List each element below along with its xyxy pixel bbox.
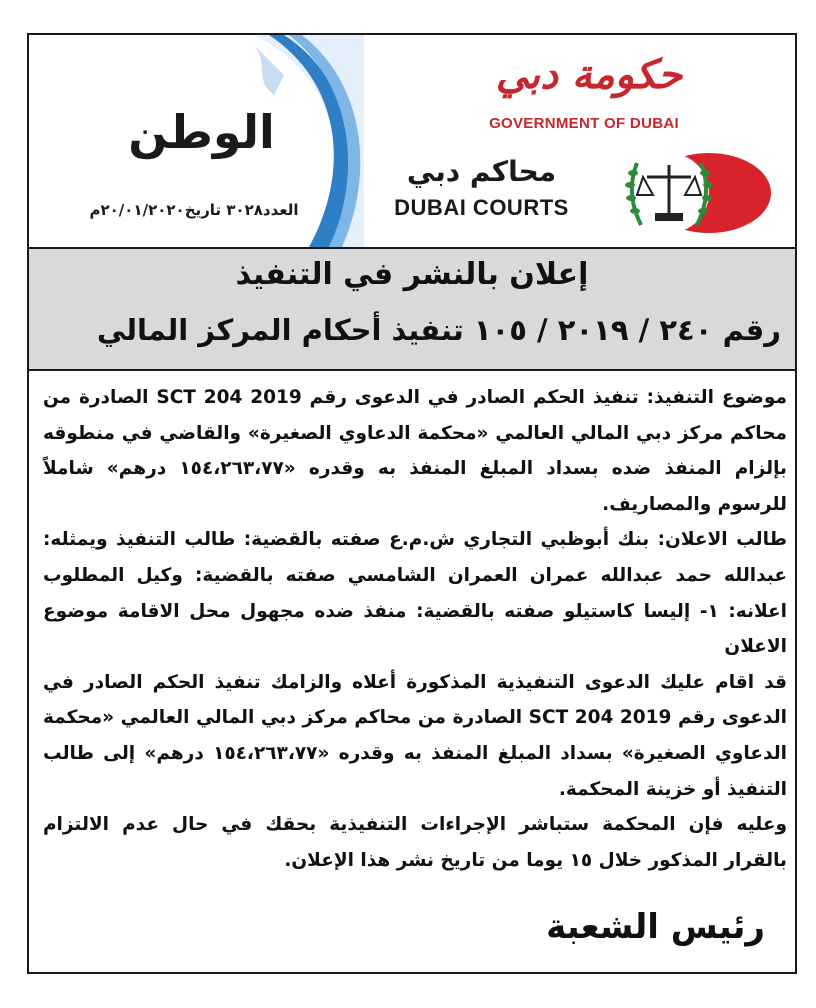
title-band — [29, 247, 795, 371]
newspaper-name: الوطن — [128, 105, 275, 159]
courts-name-arabic: محاكم دبي — [406, 155, 557, 188]
header — [29, 35, 795, 247]
announcement-body — [43, 380, 787, 878]
body-paragraph: طالب الاعلان: بنك أبوظبي التجاري ش.م.ع صفته بالقضية: طالب التنفيذ ويمثله: عبدالله حمد عبدالله عمران العمران الشامسي صفته بالقضية: وكيل المطلوب اعلانه: ١- إليسا كاستيلو صفته بالقضية: منفذ ضده مجهول محل الاقامة موضوع الاعلان — [43, 529, 787, 658]
announcement-title: إعلان بالنشر في التنفيذ — [235, 257, 589, 292]
body-paragraph: قد اقام عليك الدعوى التنفيذية المذكورة أعلاه والزامك تنفيذ الحكم الصادر في الدعوى رقم SCT 204 2019 الصادرة من محاكم مركز دبي المالي العالمي «محكمة الدعاوي الصغيرة» بسداد المبلغ المنفذ به وقدره «١٥٤،٢٦٣،٧٧ درهم» إلى طالب التنفيذ أو خزينة المحكمة. — [43, 671, 787, 800]
case-number-title: رقم ٢٤٠ / ٢٠١٩ / ١٠٥ تنفيذ أحكام المركز المالي — [96, 313, 781, 347]
courts-name-english: DUBAI COURTS — [394, 195, 569, 220]
signature: رئيس الشعبة — [546, 907, 765, 947]
issue-line: العدد٣٠٢٨ تاريخ٢٠/٠١/٢٠٢٠م — [89, 201, 299, 219]
government-logo-arabic: حكومة دبي — [495, 51, 683, 98]
government-logo-english: GOVERNMENT OF DUBAI — [489, 115, 679, 132]
body-paragraph: موضوع التنفيذ: تنفيذ الحكم الصادر في الدعوى رقم SCT 204 2019 الصادرة من محاكم مركز دبي المالي العالمي «محكمة الدعاوي الصغيرة» والقاضي في منطوقه بإلزام المنفذ ضده بسداد المبلغ المنفذ به وقدره «١٥٤،٢٦٣،٧٧ درهم» شاملاً للرسوم والمصاريف. — [43, 387, 787, 515]
body-paragraph: وعليه فإن المحكمة ستباشر الإجراءات التنفيذية بحقك في حال عدم الالتزام بالقرار المذكور خلال ١٥ يوما من تاريخ نشر هذا الإعلان. — [43, 814, 787, 871]
scales-emblem-icon — [597, 143, 775, 239]
announcement-frame — [27, 33, 797, 974]
